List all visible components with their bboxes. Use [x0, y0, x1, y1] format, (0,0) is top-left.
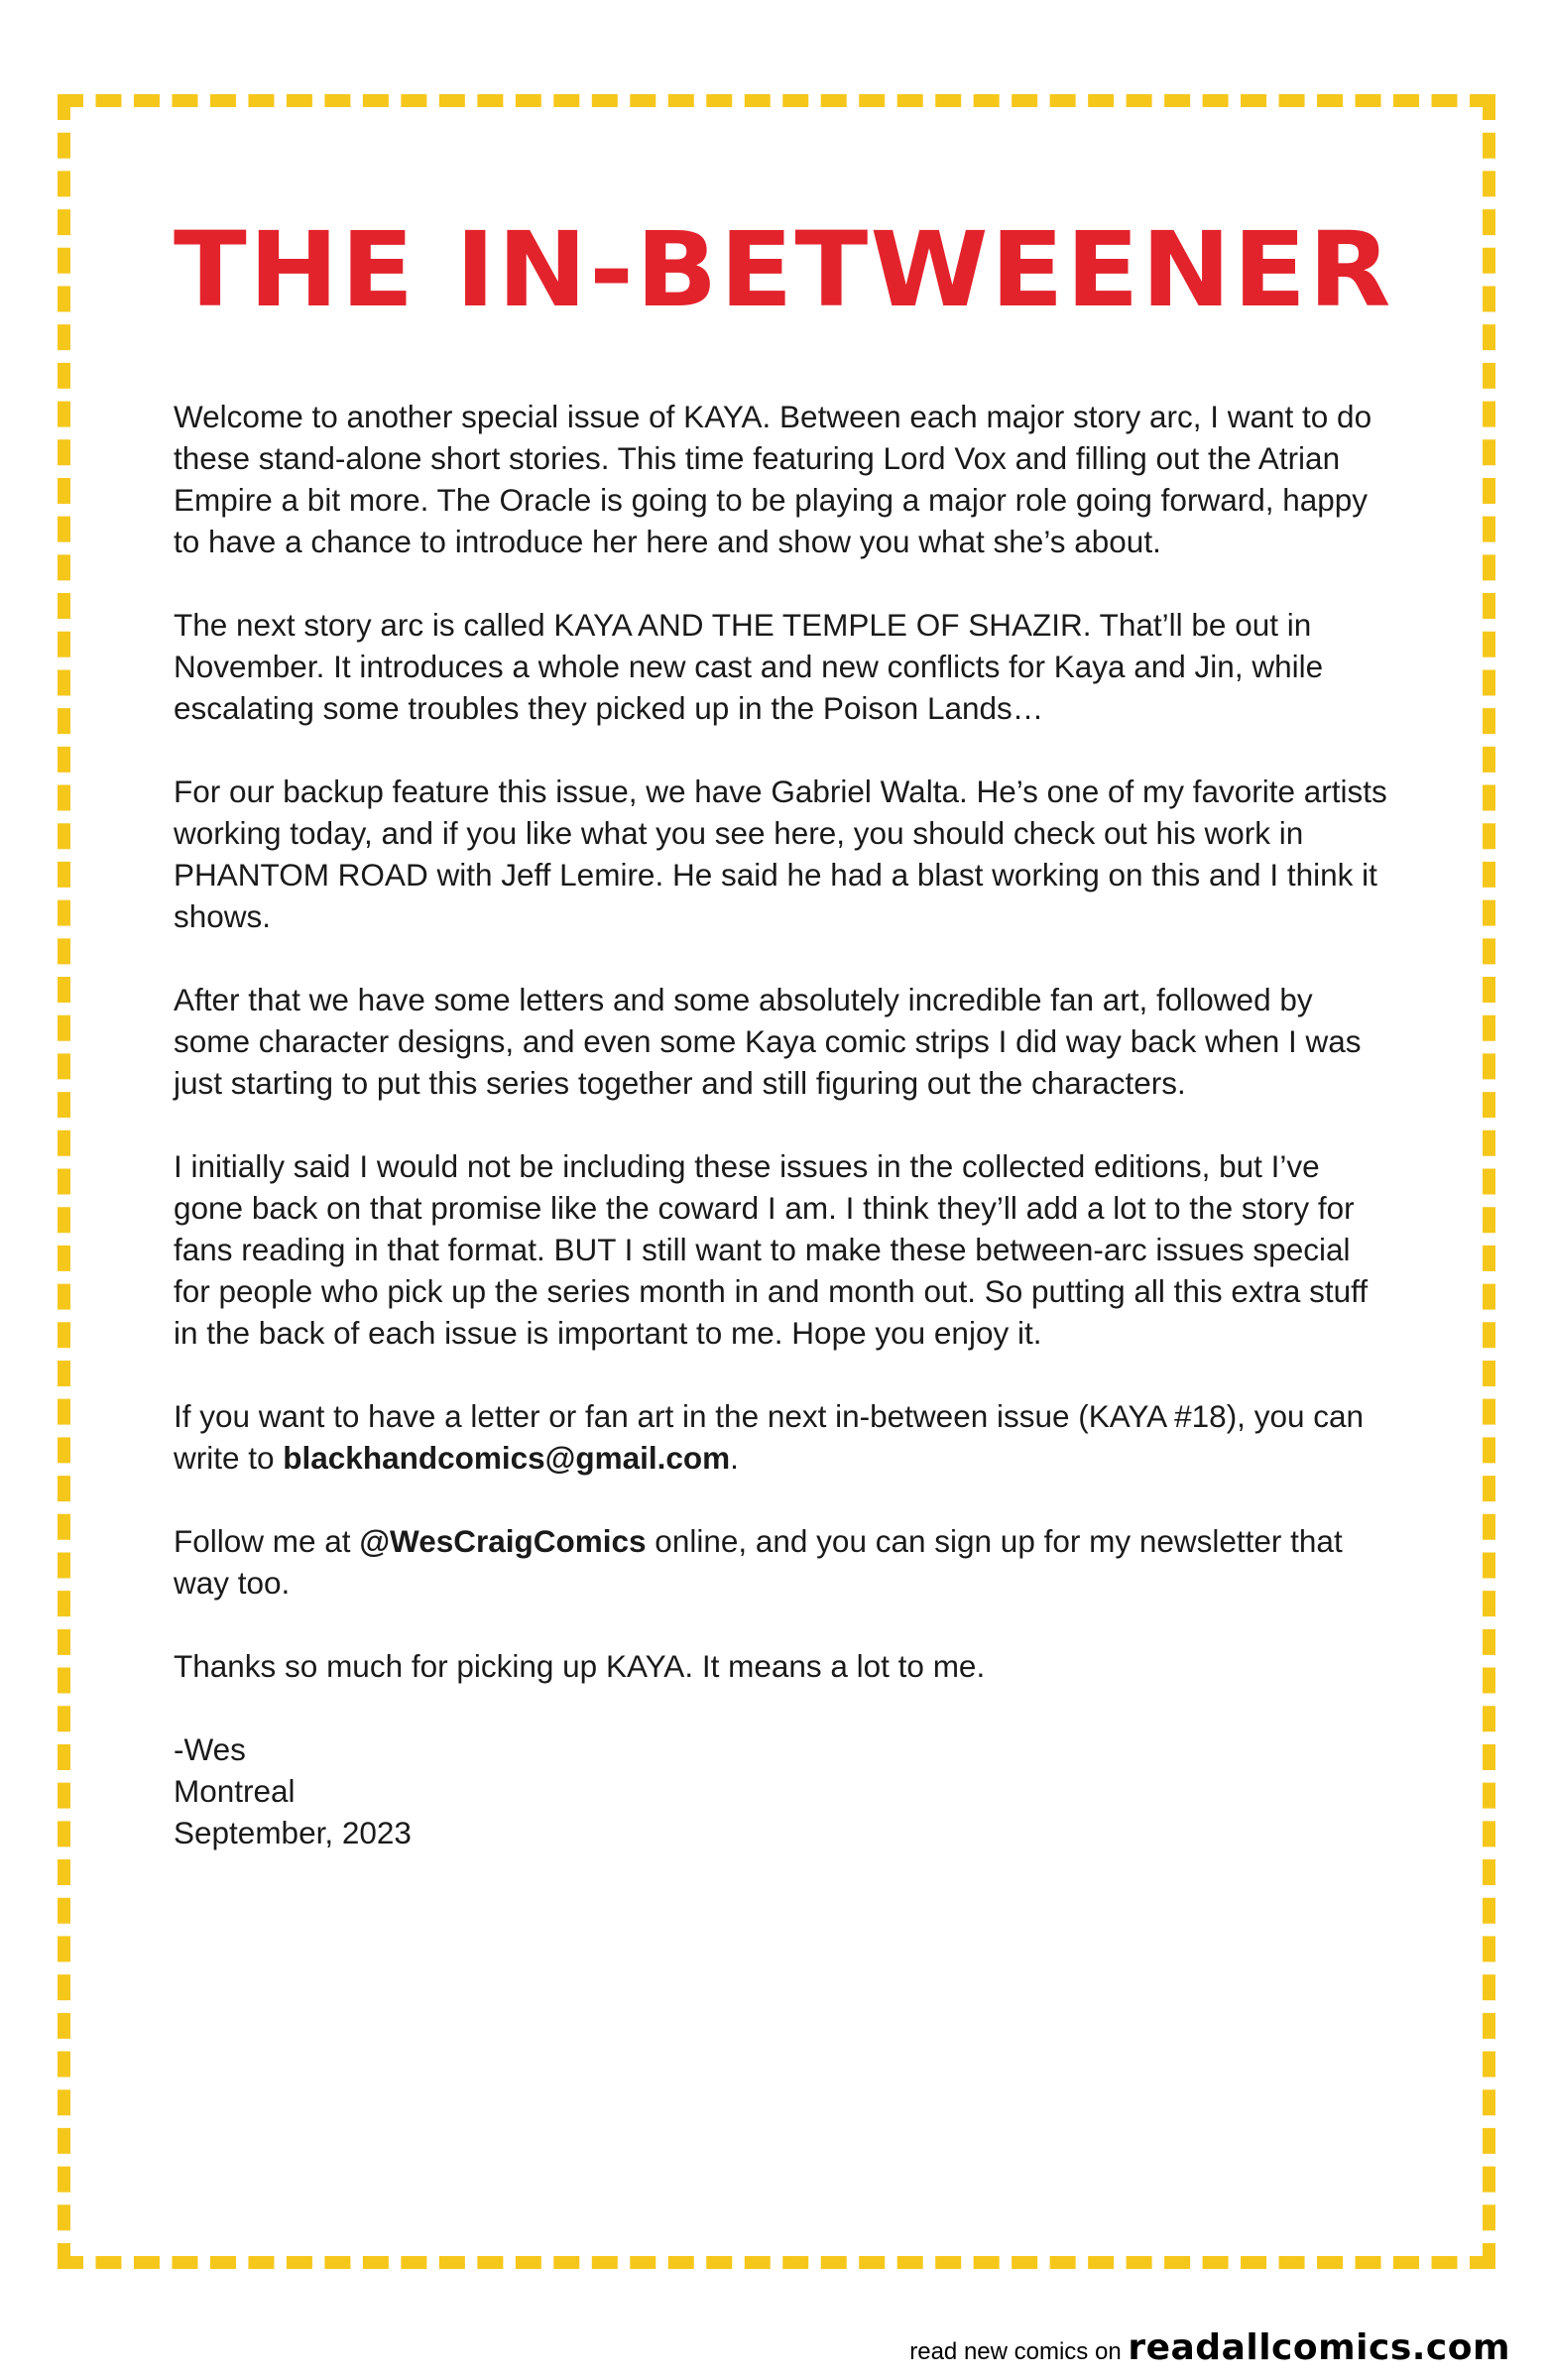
letter-page: [174, 209, 1393, 1853]
watermark-site-link[interactable]: readallcomics.com: [1128, 2327, 1510, 2368]
signoff-date: September, 2023: [174, 1815, 412, 1850]
email-link[interactable]: blackhandcomics@gmail.com: [283, 1440, 731, 1476]
paragraph-next-arc: The next story arc is called KAYA AND THE TEMPLE OF SHAZIR. That’ll be out in November. It introduces a whole new cast and new conflicts for Kaya and Jin, while escalating some troubles they picked up in the Poison Lands…: [174, 607, 1324, 726]
paragraph-intro: Welcome to another special issue of KAYA. Between each major story arc, I want to do these stand-alone short stories. This time featuring Lord Vox and filling out the Atrian Empire a bit more. The Oracle is going to be playing a major role going forward, happy to have a chance to introduce her here and show you what she’s about.: [174, 399, 1372, 559]
paragraph-backup-feature: For our backup feature this issue, we have Gabriel Walta. He’s one of my favorite artists working today, and if you like what you see here, you should check out his work in PHANTOM ROAD with Jeff Lemire. He said he had a blast working on this and I think it shows.: [174, 774, 1387, 934]
page-title: THE IN-BETWEENER: [174, 209, 1393, 330]
paragraph-contact: If you want to have a letter or fan art in the next in-between issue (KAYA #18), you can write to blackhandcomics@gmail.com.: [174, 1398, 1365, 1476]
paragraph-extras: After that we have some letters and some absolutely incredible fan art, followed by some character designs, and even some Kaya comic strips I did way back when I was just starting to put this series together and still figuring out the characters.: [174, 982, 1362, 1101]
paragraph-thanks: Thanks so much for picking up KAYA. It means a lot to me.: [174, 1648, 986, 1684]
paragraph-follow: Follow me at @WesCraigComics online, and you can sign up for my newsletter that way too.: [174, 1523, 1343, 1601]
letter-body: [174, 396, 1393, 1853]
signoff-city: Montreal: [174, 1773, 296, 1809]
paragraph-collected-editions: I initially said I would not be including these issues in the collected editions, but I’ve gone back on that promise like the coward I am. I think they’ll add a lot to the story for fans reading in that format. BUT I still want to make these between-arc issues special for people who pick up the series month in and month out. So putting all this extra stuff in the back of each issue is important to me. Hope you enjoy it.: [174, 1148, 1369, 1351]
watermark-prefix: read new comics on: [909, 2338, 1129, 2365]
signoff: [174, 1728, 1393, 1853]
site-watermark: [909, 2327, 1510, 2368]
social-handle-link[interactable]: @WesCraigComics: [359, 1523, 647, 1559]
signoff-name: -Wes: [174, 1731, 246, 1767]
